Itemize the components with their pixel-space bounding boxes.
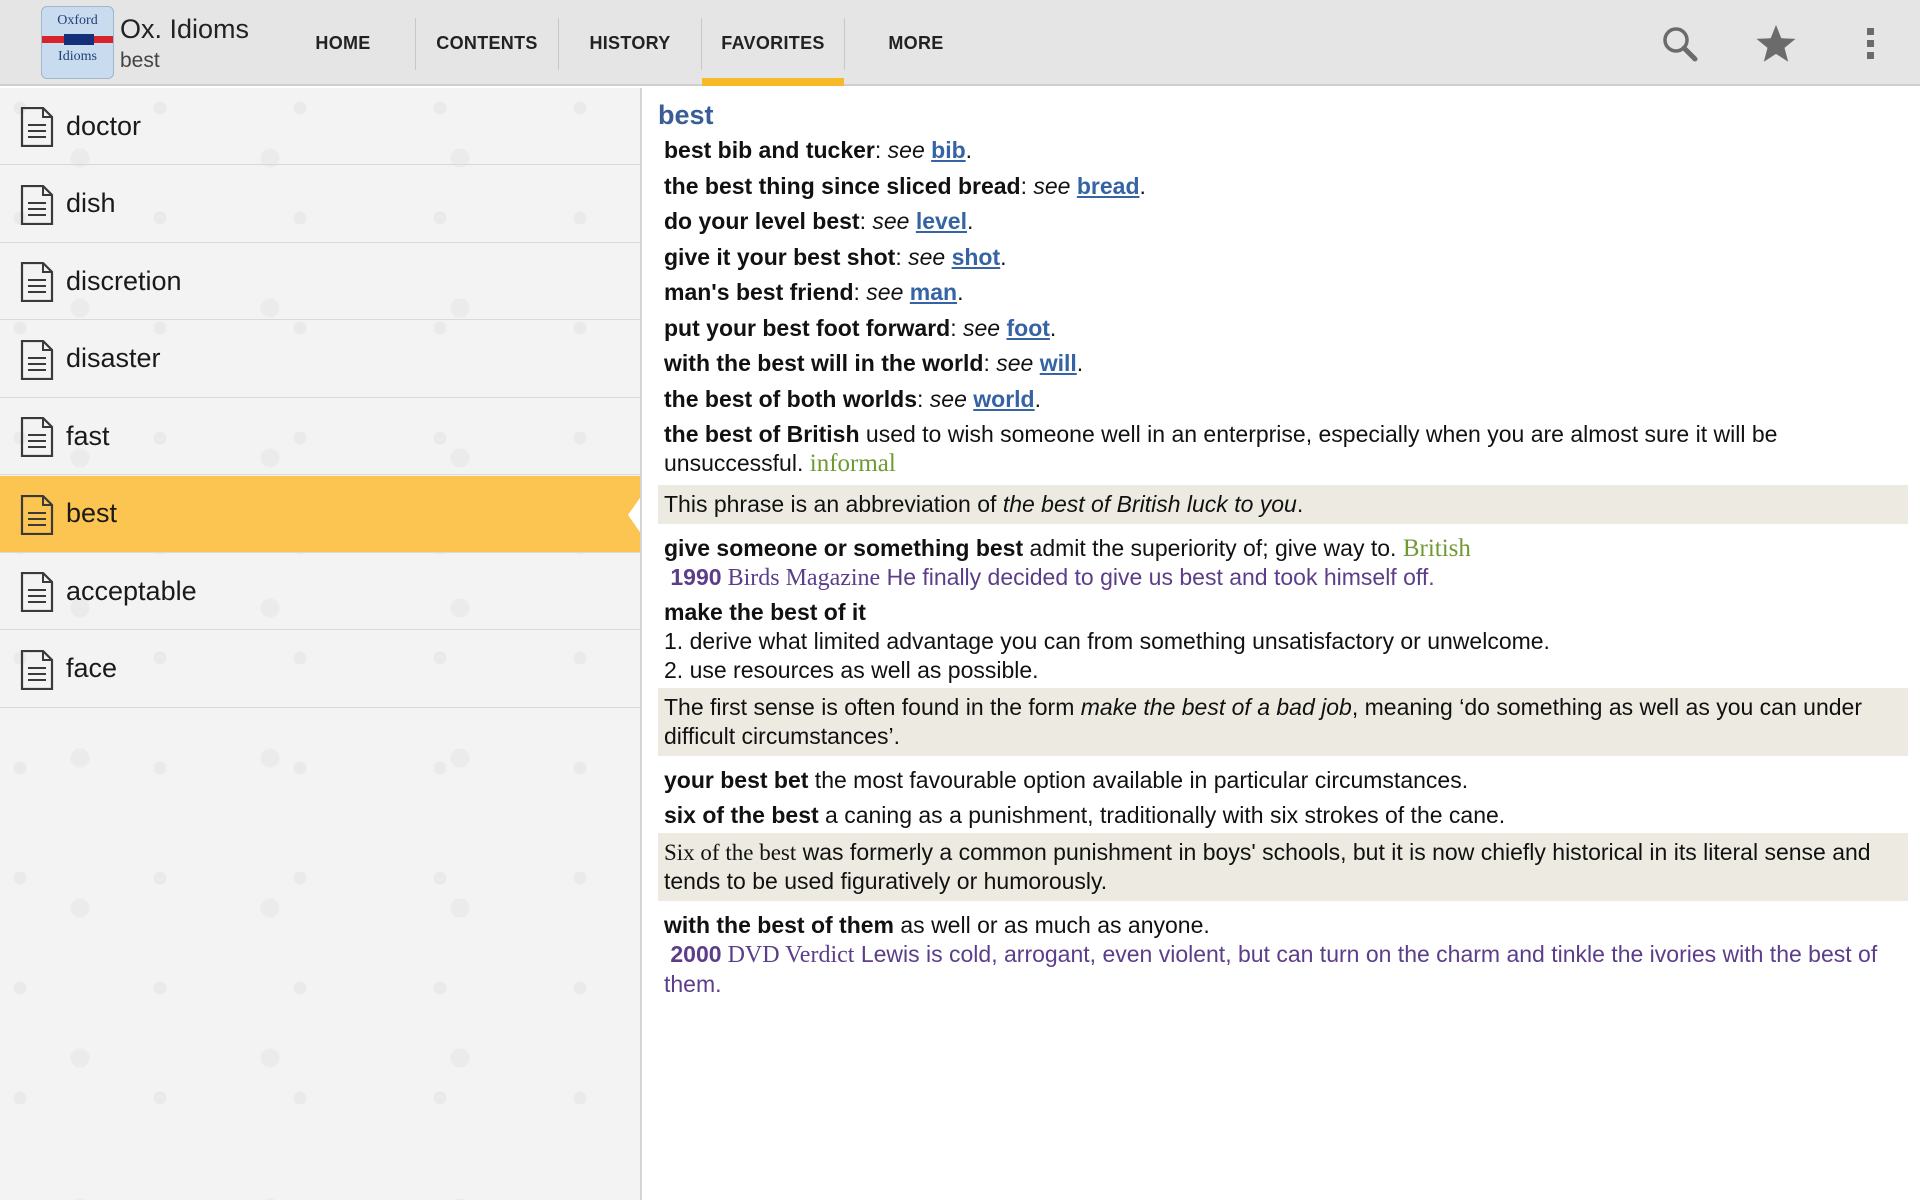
- quote-source: DVD Verdict: [721, 942, 855, 968]
- logo-stripe-center: [64, 34, 94, 45]
- see-label: see: [996, 350, 1034, 376]
- app-title: Ox. Idioms: [120, 14, 250, 44]
- search-button[interactable]: [1652, 16, 1708, 72]
- idiom-entry: [658, 420, 1908, 478]
- crossref-link[interactable]: level: [915, 208, 967, 234]
- region-label: British: [1402, 534, 1471, 562]
- note-text: .: [1296, 490, 1304, 517]
- separator: :: [1020, 172, 1034, 199]
- overflow-menu-icon: [1861, 24, 1881, 64]
- period: .: [1076, 350, 1084, 376]
- idiom-phrase: with the best will in the world: [664, 350, 984, 376]
- document-icon: [20, 185, 54, 225]
- idiom-phrase: the best of both worlds: [664, 385, 917, 412]
- idiom-phrase: best bib and tucker: [664, 137, 875, 163]
- separator: :: [859, 208, 873, 234]
- document-icon: [20, 650, 54, 690]
- logo-text-bottom: Idioms: [58, 49, 97, 64]
- period: .: [966, 208, 974, 234]
- idiom-definition: a caning as a punishment, traditionally with six strokes of the cane.: [818, 802, 1506, 828]
- idiom-entry: [658, 911, 1908, 940]
- see-label: see: [908, 243, 946, 270]
- list-item-label: disaster: [66, 343, 161, 373]
- idiom-phrase: the best thing since sliced bread: [664, 172, 1021, 199]
- idiom-entry: [658, 766, 1908, 795]
- note-italic: make the best of a bad job: [1080, 693, 1352, 720]
- list-item-face[interactable]: [0, 631, 640, 708]
- crossref-entry: [658, 243, 1908, 272]
- period: .: [965, 137, 973, 163]
- period: .: [1000, 243, 1007, 270]
- period: .: [1034, 385, 1041, 412]
- note-italic: the best of British luck to you: [1002, 490, 1297, 517]
- idiom-phrase: put your best foot forward: [664, 314, 951, 341]
- list-item-discretion[interactable]: [0, 243, 640, 320]
- see-label: see: [929, 385, 967, 412]
- crossref-link[interactable]: will: [1039, 350, 1077, 376]
- idiom-definition: admit the superiority of; give way to.: [1023, 534, 1403, 561]
- entry-content: [658, 98, 1908, 999]
- quote-source: Birds Magazine: [721, 564, 881, 591]
- crossref-link[interactable]: foot: [1006, 314, 1050, 341]
- idiom-phrase: give it your best shot: [664, 243, 896, 270]
- document-icon: [20, 340, 54, 380]
- favorite-button[interactable]: [1748, 16, 1804, 72]
- idiom-definition: as well or as much as anyone.: [894, 912, 1210, 938]
- crossref-list: [658, 136, 1908, 414]
- idiom-entry: [658, 801, 1908, 830]
- separator: :: [874, 137, 888, 163]
- example-quotation: [658, 563, 1908, 593]
- separator: :: [983, 350, 997, 376]
- search-icon: [1660, 24, 1700, 64]
- note-text: The first sense is often found in the form: [664, 693, 1081, 720]
- document-icon: [20, 107, 54, 147]
- crossref-entry: [658, 207, 1908, 236]
- idiom-phrase: do your level best: [664, 208, 860, 234]
- document-icon: [20, 572, 54, 612]
- see-label: see: [963, 314, 1001, 341]
- list-item-label: doctor: [66, 110, 142, 141]
- list-item-acceptable[interactable]: [0, 553, 640, 630]
- quote-year: 1990: [670, 563, 722, 590]
- crossref-link[interactable]: bread: [1076, 172, 1140, 199]
- crossref-link[interactable]: man: [909, 279, 958, 305]
- star-icon: [1754, 22, 1798, 66]
- idiom-phrase: six of the best: [664, 802, 819, 828]
- selection-pointer: [628, 495, 640, 535]
- note-text: , meaning ‘do something as well as you can under difficult circumstances’.: [664, 693, 1862, 749]
- crossref-link[interactable]: world: [973, 385, 1035, 412]
- separator: :: [895, 243, 909, 270]
- see-label: see: [872, 208, 910, 234]
- crossref-entry: [658, 385, 1908, 414]
- list-item-label: best: [66, 498, 118, 528]
- see-label: see: [866, 279, 904, 305]
- crossref-entry: [658, 349, 1908, 378]
- list-item-label: dish: [66, 188, 116, 218]
- period: .: [957, 279, 964, 305]
- crossref-entry: [658, 136, 1908, 165]
- idiom-phrase: your best bet: [664, 766, 809, 793]
- tab-home[interactable]: HOME: [315, 32, 371, 53]
- list-item-dish[interactable]: [0, 166, 640, 243]
- list-item-doctor[interactable]: [0, 88, 640, 165]
- idiom-definition: the most favourable option available in particular circumstances.: [808, 766, 1469, 793]
- pane-divider: [640, 88, 642, 1200]
- register-label: informal: [809, 450, 896, 477]
- favorites-list: [0, 88, 640, 1200]
- idiom-entry: [658, 534, 1908, 563]
- app-logo[interactable]: [41, 6, 114, 79]
- document-icon: [20, 495, 54, 535]
- separator: :: [853, 279, 867, 305]
- example-quotation: [658, 940, 1908, 999]
- idiom-phrase: with the best of them: [664, 912, 894, 938]
- quote-text: Lewis is cold, arrogant, even violent, but can turn on the charm and tinkle the ivories with the best of them.: [664, 941, 1878, 997]
- list-item-label: discretion: [66, 265, 182, 296]
- separator: :: [917, 385, 930, 412]
- overflow-menu-button[interactable]: [1843, 16, 1899, 72]
- entry-headword: best: [658, 100, 714, 130]
- tab-more[interactable]: MORE: [888, 32, 944, 53]
- usage-note: [658, 485, 1908, 524]
- document-icon: [20, 417, 54, 457]
- crossref-link[interactable]: bib: [931, 137, 966, 163]
- list-item-label: acceptable: [66, 575, 197, 606]
- usage-note: [658, 688, 1908, 756]
- tab-favorites[interactable]: FAVORITES: [702, 0, 844, 86]
- tab-history[interactable]: HISTORY: [589, 32, 671, 53]
- idiom-phrase: make the best of it: [664, 598, 866, 625]
- list-item-label: face: [66, 653, 118, 683]
- sense-1: 1. derive what limited advantage you can from something unsatisfactory or unwelcome.: [664, 627, 1550, 654]
- logo-text-top: Oxford: [57, 13, 98, 28]
- crossref-entry: [658, 172, 1908, 201]
- app-subtitle: best: [120, 49, 160, 72]
- action-bar: [0, 0, 1920, 86]
- note-text: This phrase is an abbreviation of: [664, 490, 1003, 517]
- sense-2: 2. use resources as well as possible.: [664, 656, 1039, 683]
- note-text: was formerly a common punishment in boys' schools, but it is now chiefly historical in its literal sense and tends to be used figuratively or humorously.: [664, 839, 1871, 894]
- idiom-phrase: give someone or something best: [664, 534, 1024, 561]
- idiom-definition: used to wish someone well in an enterprise, especially when you are almost sure it will be unsuccessful.: [664, 421, 1778, 476]
- period: .: [1139, 172, 1146, 199]
- idiom-phrase: the best of British: [664, 421, 860, 447]
- list-item-label: fast: [66, 420, 110, 451]
- see-label: see: [1033, 172, 1071, 199]
- quote-text: He finally decided to give us best and took himself off.: [880, 563, 1435, 590]
- see-label: see: [887, 137, 925, 163]
- list-item-disaster[interactable]: [0, 321, 640, 398]
- crossref-link[interactable]: shot: [951, 243, 1001, 270]
- period: .: [1049, 314, 1057, 341]
- quote-year: 2000: [670, 941, 722, 967]
- tab-contents[interactable]: CONTENTS: [436, 32, 538, 53]
- usage-note: [658, 833, 1908, 901]
- idiom-entry: [658, 598, 1908, 627]
- crossref-entry: [658, 278, 1908, 307]
- document-icon: [20, 262, 54, 302]
- separator: :: [950, 314, 963, 341]
- crossref-entry: [658, 314, 1908, 343]
- idiom-phrase: man's best friend: [664, 279, 854, 305]
- list-item-fast[interactable]: [0, 398, 640, 475]
- list-item-best[interactable]: [0, 476, 640, 553]
- note-lead: Six of the best: [664, 840, 797, 865]
